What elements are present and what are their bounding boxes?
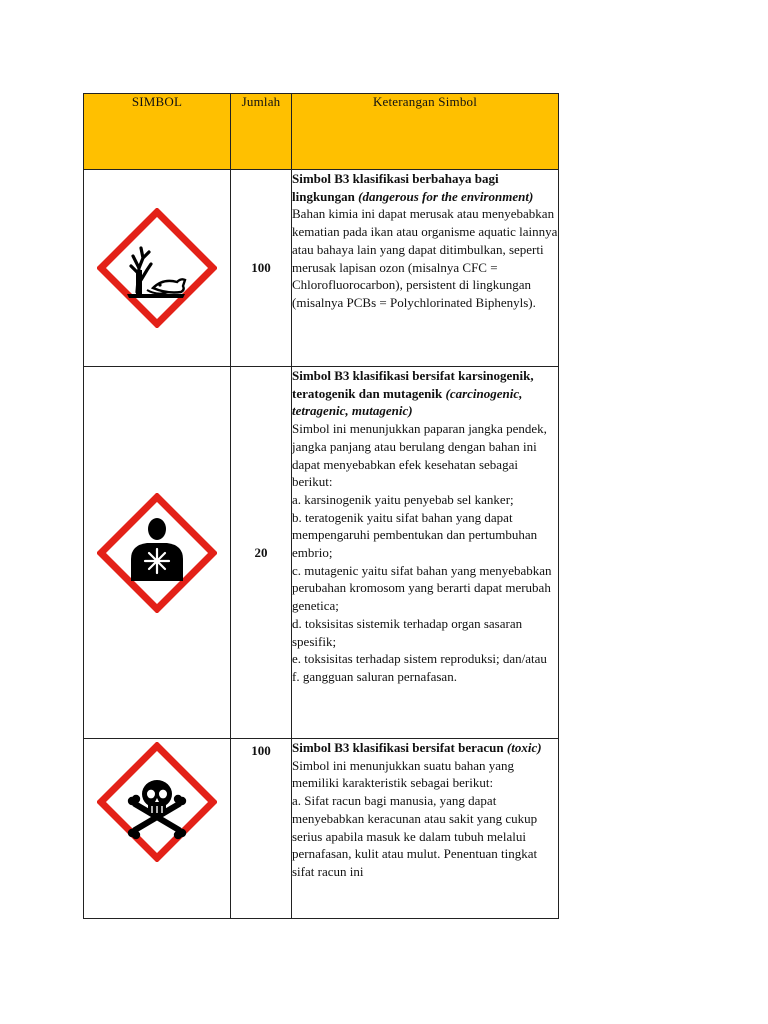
description-item: b. teratogenik yaitu sifat bahan yang dapat mempengaruhi pembentukan dan pertumbuhan embrio;: [292, 509, 538, 561]
b3-symbol-table: [83, 93, 559, 919]
health-hazard-icon: [97, 493, 217, 613]
jumlah-cell: 100: [231, 739, 292, 919]
header-jumlah: Jumlah: [231, 94, 292, 170]
table-row: [84, 739, 559, 919]
description-title-italic: (toxic): [506, 740, 542, 755]
description-title-italic: (carcinogenic, tetragenic, mutagenic): [292, 385, 523, 419]
description-item: c. mutagenic yaitu sifat bahan yang menyebabkan perubahan kromosom yang berarti dapat merubah genetica;: [292, 562, 552, 614]
jumlah-cell: 20: [231, 367, 292, 739]
description-title: Simbol B3 klasifikasi bersifat beracun: [292, 740, 504, 755]
description-text: Bahan kimia ini dapat merusak atau menyebabkan kematian pada ikan atau organisme aquatic lainnya atau bahaya lain yang dapat ditimbulkan, seperti merusak lapisan ozon (misalnya CFC = Chlorofluorocarbon), persistent di lingkungan (misalnya PCBs = Polychlorinated Biphenyls).: [292, 206, 558, 310]
skull-crossbones-icon: [97, 742, 217, 862]
table-row: [84, 170, 559, 367]
table-row: [84, 367, 559, 739]
header-row: [84, 94, 559, 170]
description-item: e. toksisitas terhadap sistem reproduksi; dan/atau: [292, 651, 547, 667]
description-title: Simbol B3 klasifikasi berbahaya bagi lingkungan: [292, 171, 499, 204]
symbol-cell: [84, 739, 231, 919]
description-item: f. gangguan saluran pernafasan.: [292, 668, 457, 684]
symbol-cell: [84, 170, 231, 367]
description-item: d. toksisitas sistemik terhadap organ sasaran spesifik;: [292, 615, 523, 649]
description-cell: [292, 170, 559, 367]
description-cell: [292, 739, 559, 919]
environment-hazard-icon: [97, 208, 217, 328]
description-cell: [292, 367, 559, 739]
description-title-italic: (dangerous for the environment): [358, 188, 534, 204]
symbol-cell: [84, 367, 231, 739]
description-title: Simbol B3 klasifikasi bersifat karsinogenik, teratogenik dan mutagenik: [292, 368, 534, 401]
jumlah-cell: 100: [231, 170, 292, 367]
description-item: a. karsinogenik yaitu penyebab sel kanker;: [292, 491, 514, 507]
description-item: a. Sifat racun bagi manusia, yang dapat menyebabkan keracunan atau sakit yang cukup serius apabila masuk ke dalam tubuh melalui pernafasan, kulit atau mulut. Penentuan tingkat sifat racun ini: [292, 793, 538, 879]
header-simbol: SIMBOL: [84, 94, 231, 170]
description-text: Simbol ini menunjukkan suatu bahan yang memiliki karakteristik sebagai berikut:: [292, 757, 515, 791]
header-keterangan: Keterangan Simbol: [292, 94, 559, 170]
description-text: Simbol ini menunjukkan paparan jangka pendek, jangka panjang atau berulang dengan bahan ini dapat menyebabkan efek kesehatan sebagai berikut:: [292, 421, 547, 490]
